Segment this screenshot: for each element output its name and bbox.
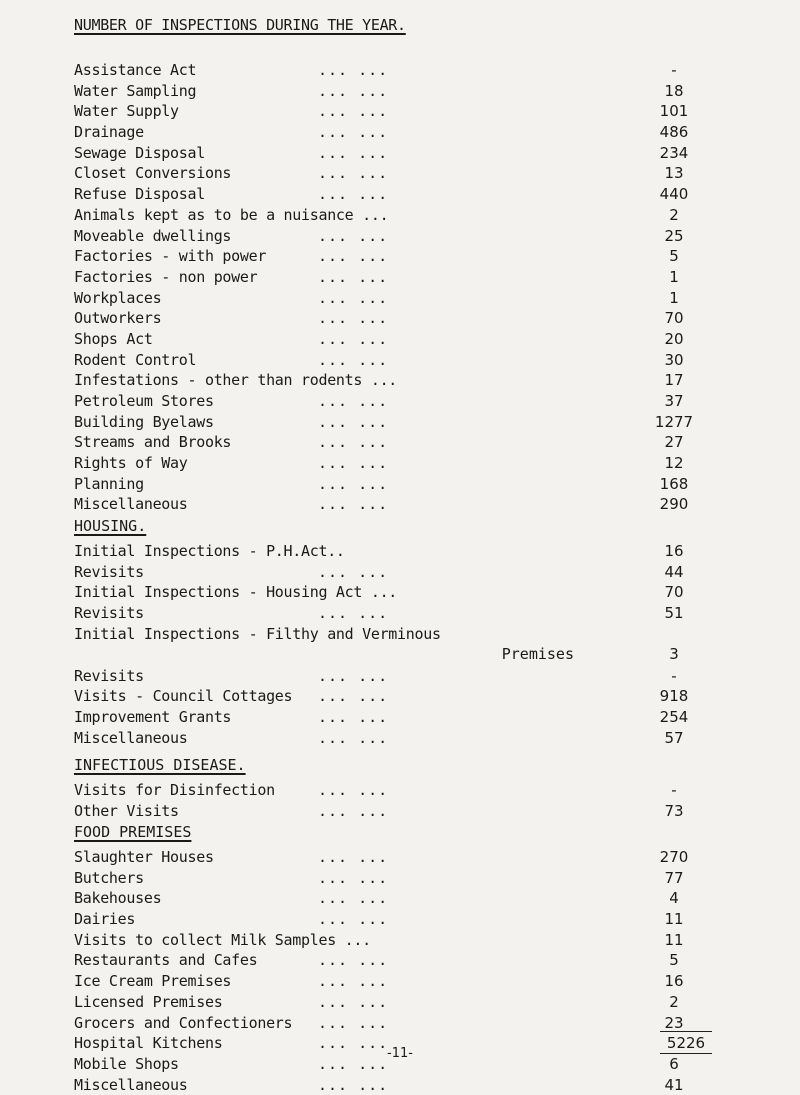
row-label: Refuse Disposal	[74, 185, 205, 204]
row-value: 440	[659, 185, 689, 204]
row-label: Rights of Way	[74, 454, 188, 473]
leader-dots: ... ...	[318, 185, 389, 204]
row-value: 16	[664, 972, 684, 991]
row-label: Dairies	[74, 910, 136, 929]
leader-dots: ... ...	[318, 433, 389, 452]
row-label-continued: Premises	[501, 645, 574, 664]
leader-dots: ... ...	[318, 102, 389, 121]
row-label: Workplaces	[74, 288, 162, 307]
row-value: 1	[669, 288, 679, 307]
row-label: Miscellaneous	[74, 495, 188, 514]
inspection-row	[74, 81, 714, 102]
leader-dots: ... ...	[318, 350, 389, 369]
row-label: Factories - non power	[74, 267, 258, 286]
leader-dots: ... ...	[318, 910, 389, 929]
row-label: Butchers	[74, 868, 144, 887]
leader-dots: ... ...	[318, 81, 389, 100]
row-value: 73	[664, 801, 684, 820]
row-label: Sewage Disposal	[74, 143, 205, 162]
leader-dots: ... ...	[318, 801, 389, 820]
row-label: Revisits	[74, 562, 144, 581]
row-label: Other Visits	[74, 801, 179, 820]
row-label: Water Sampling	[74, 81, 197, 100]
leader-dots: ... ...	[318, 848, 389, 866]
housing-row	[74, 707, 714, 728]
leader-dots: ... ...	[318, 474, 389, 493]
leader-dots: ... ...	[318, 951, 389, 970]
housing-row	[74, 624, 714, 666]
row-label: Closet Conversions	[74, 164, 232, 183]
row-label: Streams and Brooks	[74, 433, 232, 452]
row-label: Planning	[74, 474, 144, 493]
food-row	[74, 888, 714, 909]
page-title: NUMBER OF INSPECTIONS DURING THE YEAR.	[74, 16, 406, 34]
leader-dots: ... ...	[318, 288, 389, 307]
leader-dots: ... ...	[318, 604, 389, 623]
housing-heading: HOUSING.	[74, 517, 147, 535]
leader-dots: ... ...	[318, 687, 389, 706]
row-label: Water Supply	[74, 102, 179, 121]
row-value: 290	[659, 495, 689, 514]
row-value: 3	[669, 645, 679, 664]
inspection-row	[74, 184, 714, 205]
row-label: Infestations - other than rodents ...	[74, 371, 398, 390]
row-label: Improvement Grants	[74, 708, 232, 727]
row-value: 234	[659, 143, 689, 162]
row-value: 270	[659, 848, 689, 866]
row-value: 1277	[654, 412, 694, 431]
row-label: Petroleum Stores	[74, 392, 214, 410]
housing-row	[74, 562, 714, 583]
row-label: Visits - Council Cottages	[74, 687, 293, 706]
leader-dots: ... ...	[318, 412, 389, 431]
leader-dots: ... ...	[318, 1013, 389, 1032]
row-value: 12	[664, 454, 684, 473]
row-label: Restaurants and Cafes	[74, 951, 258, 970]
row-label: Shops Act	[74, 329, 153, 348]
leader-dots: ... ...	[318, 666, 389, 685]
row-label: Licensed Premises	[74, 992, 223, 1011]
row-label: Hospital Kitchens	[74, 1034, 223, 1053]
leader-dots: ... ...	[318, 123, 389, 142]
inspection-row	[74, 101, 714, 122]
row-label: Visits for Disinfection	[74, 781, 275, 799]
leader-dots: ... ...	[318, 1034, 389, 1053]
inspection-row	[74, 163, 714, 184]
leader-dots: ... ...	[318, 267, 389, 286]
inspection-row	[74, 122, 714, 143]
row-value: 486	[659, 123, 689, 142]
row-value: 11	[664, 930, 684, 949]
inspection-row	[74, 60, 714, 81]
row-label: Ice Cream Premises	[74, 972, 232, 991]
food-row	[74, 909, 714, 930]
row-value: 37	[664, 392, 684, 410]
row-value: 57	[664, 728, 684, 747]
inspection-row	[74, 288, 714, 309]
leader-dots: ... ...	[318, 61, 389, 79]
row-value: 77	[664, 868, 684, 887]
leader-dots: ... ...	[318, 143, 389, 162]
row-value: 51	[664, 604, 684, 623]
row-value: 70	[664, 583, 684, 602]
row-label: Slaughter Houses	[74, 848, 214, 866]
row-value: 30	[664, 350, 684, 369]
row-label: Rodent Control	[74, 350, 197, 369]
food-row	[74, 971, 714, 992]
total-rule-top	[660, 1031, 712, 1032]
infectious-disease-section	[74, 755, 714, 821]
inspection-row	[74, 350, 714, 371]
housing-row	[74, 728, 714, 749]
inspection-row	[74, 494, 714, 515]
row-value: 1	[669, 267, 679, 286]
row-value: -	[671, 781, 677, 799]
inspection-row	[74, 391, 714, 412]
food-row	[74, 847, 714, 868]
leader-dots: ... ...	[318, 164, 389, 183]
inspection-row	[74, 474, 714, 495]
housing-row	[74, 582, 714, 603]
row-value: 17	[664, 371, 684, 390]
infectious-row	[74, 780, 714, 801]
row-value: 5	[669, 951, 679, 970]
row-value: 13	[664, 164, 684, 183]
row-label: Bakehouses	[74, 889, 162, 908]
inspection-row	[74, 412, 714, 433]
row-label: Initial Inspections - Filthy and Verminous	[74, 624, 441, 643]
row-label: Building Byelaws	[74, 412, 214, 431]
housing-section	[74, 516, 714, 749]
leader-dots: ... ...	[318, 728, 389, 747]
leader-dots: ... ...	[318, 329, 389, 348]
row-label: Animals kept as to be a nuisance ...	[74, 205, 389, 224]
row-value: 16	[664, 542, 684, 560]
grand-total: 5226	[666, 1034, 706, 1052]
row-label: Grocers and Confectioners	[74, 1013, 293, 1032]
row-label: Revisits	[74, 666, 144, 685]
row-label: Factories - with power	[74, 247, 267, 266]
row-label: Drainage	[74, 123, 144, 142]
row-value: 168	[659, 474, 689, 493]
inspection-row	[74, 370, 714, 391]
row-label: Miscellaneous	[74, 1075, 188, 1094]
row-value: 20	[664, 329, 684, 348]
infectious-row	[74, 801, 714, 822]
housing-row	[74, 686, 714, 707]
leader-dots: ... ...	[318, 868, 389, 887]
inspection-row	[74, 329, 714, 350]
leader-dots: ... ...	[318, 226, 389, 245]
leader-dots: ... ...	[318, 1054, 389, 1073]
housing-row	[74, 541, 714, 562]
row-value: 6	[669, 1054, 679, 1073]
row-value: 4	[669, 889, 679, 908]
row-label: Moveable dwellings	[74, 226, 232, 245]
leader-dots: ... ...	[318, 392, 389, 410]
page-number: -11-	[387, 1046, 413, 1061]
inspection-row	[74, 246, 714, 267]
inspection-row	[74, 226, 714, 247]
leader-dots: ... ...	[318, 247, 389, 266]
food-row	[74, 868, 714, 889]
row-value: 101	[659, 102, 689, 121]
row-label: Revisits	[74, 604, 144, 623]
food-row	[74, 950, 714, 971]
food-row	[74, 930, 714, 951]
housing-row	[74, 603, 714, 624]
row-label: Miscellaneous	[74, 728, 188, 747]
food-row	[74, 1075, 714, 1095]
housing-row	[74, 666, 714, 687]
infectious-disease-heading: INFECTIOUS DISEASE.	[74, 756, 246, 774]
inspection-row	[74, 453, 714, 474]
leader-dots: ... ...	[318, 1075, 389, 1094]
leader-dots: ... ...	[318, 495, 389, 514]
row-value: 18	[664, 81, 684, 100]
row-value: -	[671, 61, 677, 79]
row-value: 254	[659, 708, 689, 727]
row-value: 2	[669, 205, 679, 224]
row-value: 25	[664, 226, 684, 245]
leader-dots: ... ...	[318, 708, 389, 727]
inspection-row	[74, 143, 714, 164]
row-label: Visits to collect Milk Samples ...	[74, 930, 371, 949]
row-label: Mobile Shops	[74, 1054, 179, 1073]
row-label: Assistance Act	[74, 61, 197, 79]
leader-dots: ... ...	[318, 781, 389, 799]
leader-dots: ... ...	[318, 454, 389, 473]
leader-dots: ... ...	[318, 972, 389, 991]
row-value: 41	[664, 1075, 684, 1094]
inspection-row	[74, 432, 714, 453]
leader-dots: ... ...	[318, 889, 389, 908]
row-value: 11	[664, 910, 684, 929]
food-row	[74, 992, 714, 1013]
inspection-row	[74, 267, 714, 288]
row-value: 2	[669, 992, 679, 1011]
leader-dots: ... ...	[318, 992, 389, 1011]
food-row	[74, 1013, 714, 1034]
row-value: 23	[664, 1013, 684, 1032]
leader-dots: ... ...	[318, 309, 389, 328]
inspection-row	[74, 308, 714, 329]
inspection-row	[74, 205, 714, 226]
row-value: 27	[664, 433, 684, 452]
inspections-list	[74, 60, 714, 515]
row-value: -	[671, 666, 677, 685]
row-value: 70	[664, 309, 684, 328]
row-value: 44	[664, 562, 684, 581]
row-label: Initial Inspections - Housing Act ...	[74, 583, 398, 602]
leader-dots: ... ...	[318, 562, 389, 581]
row-value: 5	[669, 247, 679, 266]
row-label: Outworkers	[74, 309, 162, 328]
food-premises-heading: FOOD PREMISES	[74, 823, 192, 841]
row-label: Initial Inspections - P.H.Act..	[74, 542, 345, 560]
row-value: 918	[659, 687, 689, 706]
